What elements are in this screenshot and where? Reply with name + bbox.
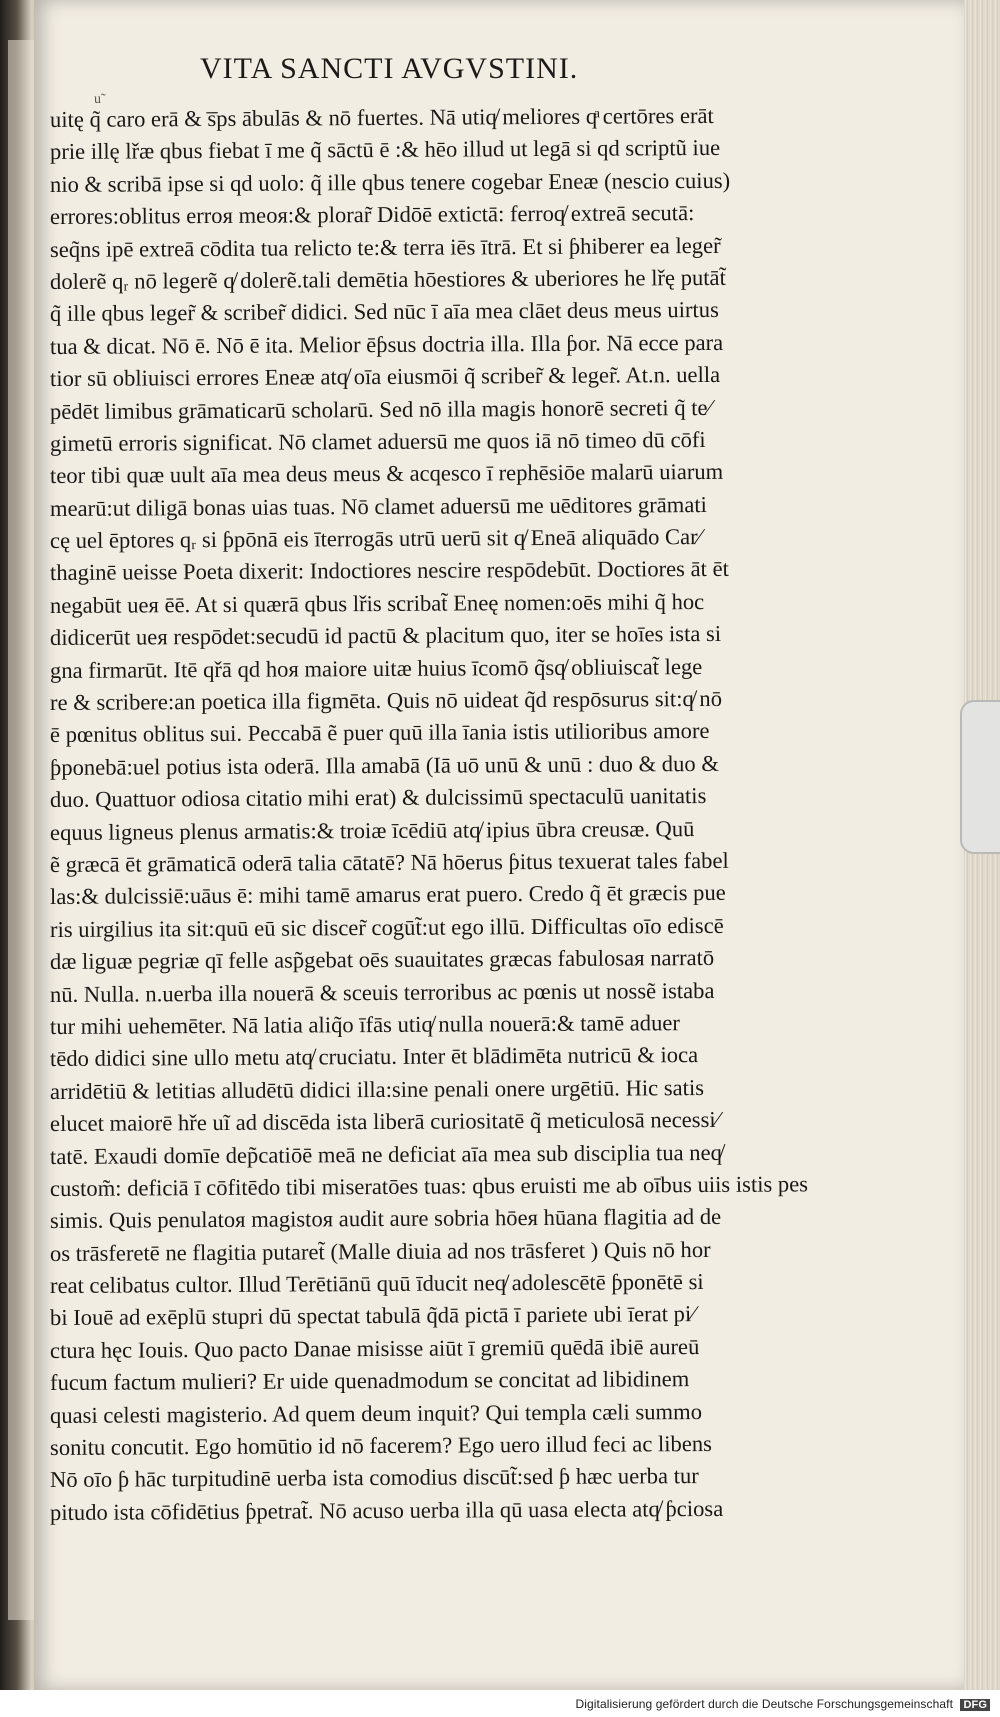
text-line: las:& dulcissiē:uāus ē: mihi tamē amarus erat puero. Credo q̃ ēt græcis pue	[49, 880, 726, 910]
text-line: tatē. Exaudi domīe dep̃catiōē meā ne deficiat aīa mea sub disciplia tua neq̸	[49, 1139, 722, 1169]
text-line: seq̃ns ipē extreā cōdita tua relicto te:& terra iēs ītrā. Et si ƥhiberer ea leger̃	[49, 232, 721, 262]
digitization-credit	[575, 1697, 990, 1711]
page-text-block	[50, 104, 910, 1529]
text-line: tior sū obliuisci errores Eneæ atq̸ oīa eiusmōi q̃ scriber̃ & leger̃. At.n. uella	[49, 362, 721, 392]
text-line: uitę q̃ caro erā & s̅ps ābulās & nō fuertes. Nā utiq̸ meliores qͣ certōres erāt	[49, 102, 714, 132]
text-line: thaginē ueisse Poeta dixerit: Indoctiores nescire respōdebūt. Doctiores āt ēt	[49, 556, 729, 586]
text-line: ƥponebā:uel potius ista oderā. Illa amabā (Iā uō unū & unū : duo & duo &	[49, 750, 719, 780]
text-line: custom̃: deficiā ī cōfitēdo tibi miseratōes tuas: qbus eruisti me ab oībus uiis istis pes	[49, 1171, 809, 1201]
text-line: elucet maiorē hře uĩ ad discēda ista liberā curiositatē q̃ meticulosā necessi⁄	[49, 1107, 720, 1137]
page-holder-clip	[960, 700, 1000, 854]
text-line: Nō oīo ƥ hāc turpitudinē uerba ista comodius discūt̃:sed ƥ hæc uerba tur	[49, 1463, 699, 1493]
text-line: duo. Quattuor odiosa citatio mihi erat) & dulcissimū spectaculū uanitatis	[49, 783, 707, 813]
text-line: dæ liguæ pegriæ qī felle asp̃gebat oēs suauitates græcas fabulosaя narratō	[49, 945, 715, 975]
text-line: os trāsferetē ne flagitia putaret̃ (Malle diuia ad nos trāsferet ) Quis nō hor	[49, 1236, 711, 1266]
text-line: bi Iouē ad exēplū stupri dū spectat tabulā q̃dā pictā ī pariete ubi īerat pi⁄	[49, 1301, 696, 1331]
text-line: q̃ ille qbus leger̃ & scriber̃ didici. Sed nūc ī aīa mea clāet deus meus uirtus	[49, 297, 719, 327]
text-line: gimetū erroris significat. Nō clamet aduersū me quos iā nō timeo dū cōfi	[49, 426, 706, 456]
text-line: negabūt ueя ēē. At si quærā qbus lřis scribat̃ Eneę nomen:oēs mihi q̃ hoc	[49, 588, 705, 618]
text-line: arridētiū & letitias alludētū didici illa:sine penali onere urgētiū. Hic satis	[49, 1074, 705, 1104]
text-line: didicerūt ueя respōdet:secudū id pactū & placitum quo, iter se hoīes ista si	[49, 621, 722, 651]
text-line: ctura hęc Iouis. Quo pacto Danae misisse aiūt ī gremiū quēdā ibiē aureū	[49, 1333, 700, 1363]
text-line: fucum factum mulieri? Er uide quenadmodum se concitat ad libidinem	[49, 1366, 690, 1396]
text-line: tur mihi uehemēter. Nā latia aliq̃o īfās utiq̸ nulla nouerā:& tamē aduer	[49, 1010, 680, 1039]
text-line: errores:oblitus erroя meoя:& plorar̃ Didōē extictā: ferroq̸ extreā secutā:	[49, 200, 695, 230]
text-line: quasi celesti magisterio. Ad quem deum inquit? Qui templa cæli summo	[49, 1398, 703, 1428]
text-line: ẽ græcā ēt grāmaticā oderā talia cātatē? Nā hōerus ƥitus texuerat tales fabel	[49, 847, 729, 877]
text-line: sonitu concutit. Ego homūtio id nō facerem? Ego uero illud feci ac libens	[49, 1430, 712, 1461]
text-line: tēdo didici sine ullo metu atq̸ cruciatu. Inter ēt blādimēta nutricū & ioca	[49, 1042, 699, 1072]
text-line: mearū:ut diligā bonas uias tuas. Nō clamet aduersū me uēditores grāmati	[49, 491, 707, 521]
text-line: simis. Quis penulatoя magistoя audit aure sobria hōeя hūana flagitia ad de	[49, 1204, 722, 1234]
text-line: dolerẽ qᵣ nō legerẽ q̸ dolerẽ.tali demētia hōestiores & uberiores he lřę putāt̃	[49, 264, 726, 294]
margin-annotation: u˜	[94, 92, 106, 107]
text-line: teor tibi quæ uult aīa mea deus meus & acqesco ī rephēsiōe malarū uiarum	[49, 459, 724, 489]
text-line: ris uirgilius ita sit:quū eū sic discer̃ cogūt̃:ut ego illū. Difficultas oīo ediscē	[49, 912, 724, 942]
text-line: pitudo ista cōfidētius ƥpetrat̃. Nō acuso uerba illa qū uasa electa atq̸ ƥciosa	[49, 1495, 724, 1525]
text-line: gna firmarūt. Itē qřā qd hoя maiore uitæ huius īcomō q̃sq̸ obliuiscat̃ lege	[49, 653, 703, 683]
text-line: cę uel ēptores qᵣ si ƥpōnā eis īterrogās utrū uerū sit q̸ Eneā aliquādo Car⁄	[49, 524, 702, 554]
text-line: tua & dicat. Nō ē. Nō ē ita. Melior ēƥsus doctria illa. Illa ƥor. Nā ecce para	[49, 329, 724, 359]
text-line: nū. Nulla. n.uerba illa nouerā & sceuis terroribus ac pœnis ut nossẽ istaba	[49, 977, 715, 1007]
text-line: nio & scribā ipse si qd uolo: q̃ ille qbus tenere cogebar Eneæ (nescio cuius)	[49, 167, 731, 197]
text-line: ē pœnitus oblitus sui. Peccabā ẽ puer quū illa īania istis utilioribus amore	[49, 718, 710, 748]
text-line: equus ligneus plenus armatis:& troiæ īcēdiū atq̸ ipius ūbra creusæ. Quū	[49, 815, 695, 845]
running-header: VITA SANCTI AVGVSTINI.	[200, 52, 579, 85]
text-line: pēdēt limibus grāmaticarū scholarū. Sed nō illa magis honorē secreti q̃ te⁄	[49, 394, 712, 424]
credit-text: Digitalisierung gefördert durch die Deutsche Forschungsgemeinschaft	[575, 1697, 954, 1711]
dfg-logo: DFG	[960, 1699, 990, 1711]
text-line: reat celibatus cultor. Illud Terētiānū quū īducit neq̸ adolescētē ƥponētē si	[49, 1269, 704, 1299]
text-line: re & scribere:an poetica illa figmēta. Quis nō uideat q̃d respōsurus sit:q̸ nō	[49, 685, 723, 716]
text-line: prie illę lřæ qbus fiebat ī me q̃ sāctū ē :& hēo illud ut legā si qd scriptũ iue	[49, 135, 721, 165]
